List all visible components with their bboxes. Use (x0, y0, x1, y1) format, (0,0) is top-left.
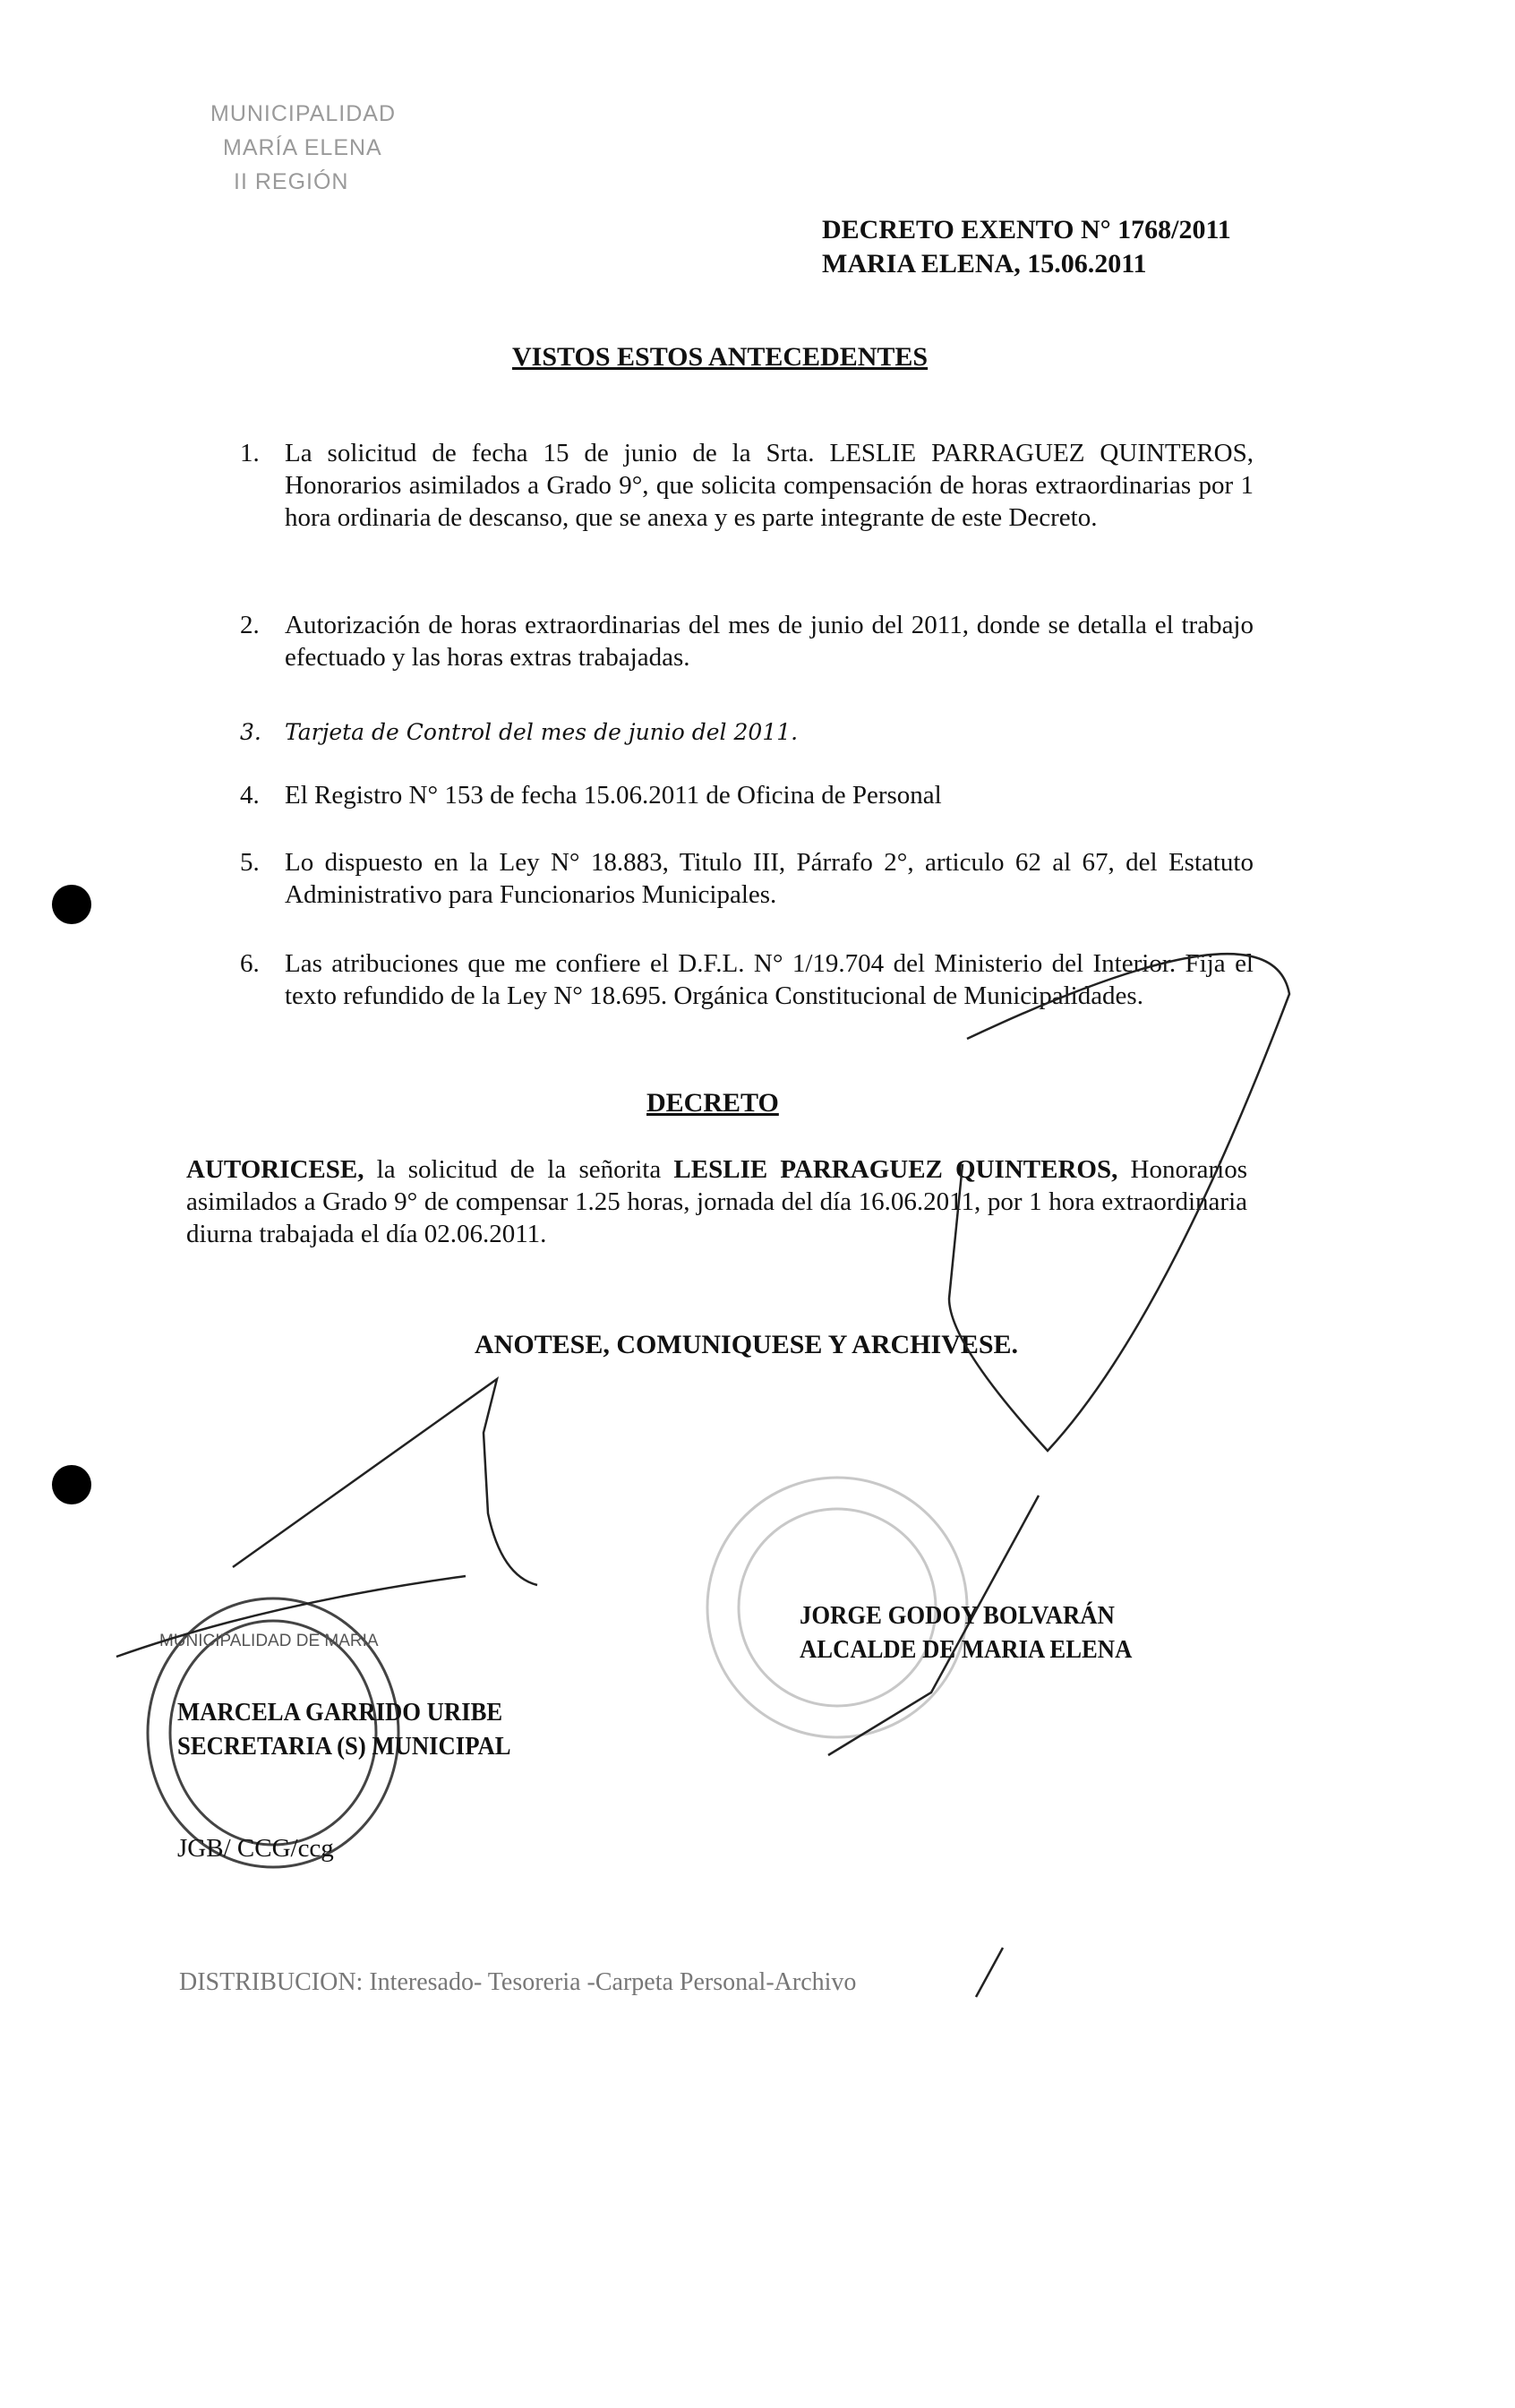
item-number: 6. (240, 949, 260, 978)
punch-hole (52, 1465, 91, 1504)
item-text: La solicitud de fecha 15 de junio de la Srta. LESLIE PARRAGUEZ QUINTEROS, Honorarios asimilados a Grado 9°, que solicita compensación de horas extraordinarias por 1 hora ordinaria de descanso, que se anexa y es parte integrante de este Decreto. (285, 439, 1254, 532)
mayor-name: JORGE GODOY BOLVARÁN (800, 1601, 1115, 1630)
item-number: 1. (240, 439, 260, 467)
distribution-line: DISTRIBUCION: Interesado- Tesoreria -Carpeta Personal-Archivo (179, 1968, 857, 1996)
initials: JGB/ CCG/ccg (177, 1834, 334, 1863)
decree-number: DECRETO EXENTO N° 1768/2011 (822, 215, 1231, 244)
closing-formula: ANOTESE, COMUNIQUESE Y ARCHIVESE. (475, 1330, 1019, 1359)
punch-hole (52, 885, 91, 924)
resolution-lead: AUTORICESE, (186, 1155, 364, 1184)
place-date: MARIA ELENA, 15.06.2011 (822, 249, 1147, 279)
resolution-name: LESLIE PARRAGUEZ QUINTEROS, (673, 1155, 1118, 1184)
letterhead-line: MARÍA ELENA (223, 135, 382, 160)
secretary-title: SECRETARIA (S) MUNICIPAL (177, 1732, 511, 1761)
vistos-heading: VISTOS ESTOS ANTECEDENTES (512, 342, 929, 372)
secretary-name: MARCELA GARRIDO URIBE (177, 1698, 503, 1727)
item-text: El Registro N° 153 de fecha 15.06.2011 de Oficina de Personal (285, 781, 942, 810)
item-number: 3. (240, 719, 261, 745)
item-number: 2. (240, 611, 260, 639)
left-stamp-text: MUNICIPALIDAD DE MARIA (159, 1632, 379, 1650)
item-number: 5. (240, 848, 260, 877)
item-text: Autorización de horas extraordinarias del mes de junio del 2011, donde se detalla el trabajo efectuado y las horas extras trabajadas. (285, 611, 1254, 672)
letterhead-line: MUNICIPALIDAD (210, 101, 397, 126)
resolution-text: la solicitud de la señorita (364, 1155, 674, 1184)
secretary-signature-block (177, 1695, 511, 1763)
letterhead-line: II REGIÓN (234, 169, 349, 194)
resolution-text: Honorarios asimilados a Grado 9° de compensar 1.25 horas, jornada del día 16.06.2011, por 1 hora extraordinaria diurna trabajada el día 02.06.2011. (186, 1155, 1247, 1248)
item-text: Tarjeta de Control del mes de junio del 2011. (285, 719, 799, 745)
decreto-heading: DECRETO (646, 1088, 779, 1118)
mayor-title: ALCALDE DE MARIA ELENA (800, 1635, 1133, 1664)
item-number: 4. (240, 781, 260, 810)
item-text: Las atribuciones que me confiere el D.F.L. N° 1/19.704 del Ministerio del Interior. Fija el texto refundido de la Ley N° 18.695. Orgánica Constitucional de Municipalidades. (285, 949, 1254, 1010)
mayor-signature-block (800, 1598, 1132, 1667)
item-text: Lo dispuesto en la Ley N° 18.883, Titulo III, Párrafo 2°, articulo 62 al 67, del Estatuto Administrativo para Funcionarios Municipales. (285, 848, 1254, 909)
